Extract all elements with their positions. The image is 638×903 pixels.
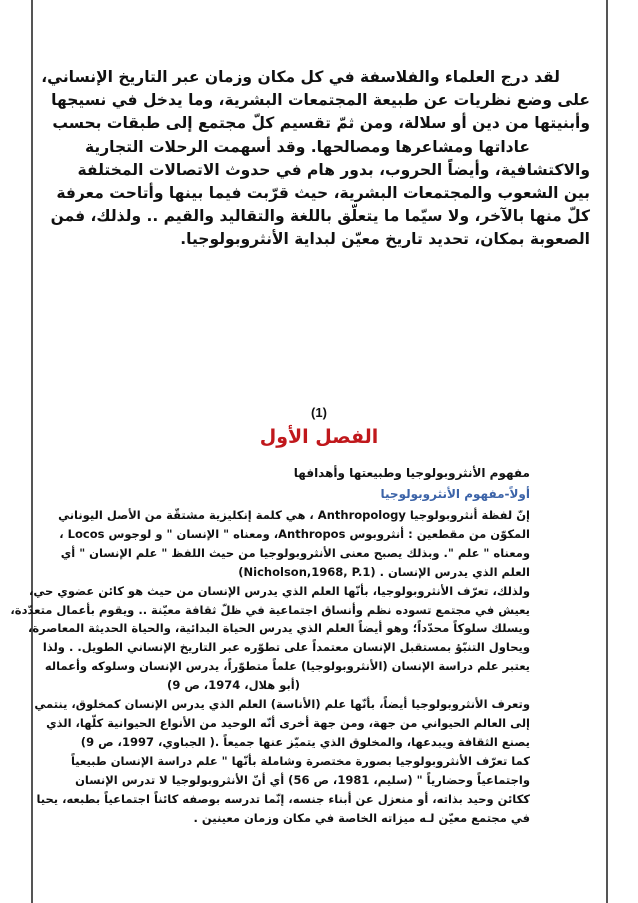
intro-line: كلّ منها بالآخر، ولا سيّما ما يتعلّق باللغة والتقاليد والقيم .. ولذلك، فمن (50, 207, 590, 226)
body-line: العلم الذي يدرس الإنسان . (Nicholson,1968, P.1) (238, 564, 530, 579)
body-line: (أبو هلال، 1974، ص 9) (167, 678, 300, 693)
body-line: في مجتمع معيّن لـه ميزاته الخاصة في مكان وزمان معينين . (193, 810, 530, 825)
intro-line: وأبنيتها من دين أو سلالة، ومن ثمّ تقسيم كلّ مجتمع إلى طبقات بحسب (52, 114, 590, 133)
intro-line: بين الشعوب والمجتمعات البشرية، حيث قرّبت فيما بينها وأتاحت معرفة (56, 184, 590, 203)
intro-line: والاكتشافية، وأيضاً الحروب، بدور هام في حدوث الاتصالات المختلفة (77, 160, 590, 179)
section-heading: مفهوم الأنثروبولوجيا وطبيعتها وأهدافها (293, 466, 530, 480)
body-line: ولذلك، تعرّف الأنثروبولوجيا، بأنّها العلم الذي يدرس الإنسان من حيث هو كائن عضوي حي، (28, 583, 530, 598)
body-line: ويحاول التنبّؤ بمستقبل الإنسان معتمداً على تطوّره عبر التاريخ الإنساني الطويل. . ولذا (42, 640, 530, 655)
body-line: يعيش في مجتمع تسوده نظم وأنساق اجتماعية في ظلّ ثقافة معيّنة .. ويقوم بأعمال متعدّدة، (10, 602, 530, 617)
body-line: ويسلك سلوكاً محدّداً؛ وهو أيضاً العلم الذي يدرس الحياة البدائية، والحياة الحديثة المعاصرة، (27, 621, 530, 636)
body-line: ومعناه " علم ". وبذلك يصبح معنى الأنثروبولوجيا من حيث اللفظ " علم الإنسان " أي (60, 545, 530, 560)
body-line: إلى العالم الحيواني من جهة، ومن جهة أخرى أنّه الوحيد من الأنواع الحيوانية كلّها، الذي (46, 715, 530, 730)
body-line: إنّ لفظة أنثروبولوجيا Anthropology ، هي كلمة إنكليزية مشتقّة من الأصل اليوناني (58, 508, 530, 522)
intro-line: لقد درج العلماء والفلاسفة في كل مكان وزمان عبر التاريخ الإنساني، (41, 68, 560, 86)
intro-line: على وضع نظريات عن طبيعة المجتمعات البشرية، وما يدخل في نسيجها (51, 91, 590, 110)
body-paragraph (10, 506, 530, 827)
body-line: المكوّن من مقطعين : أنثروبوس Anthropos، ومعناه " الإنسان " و لوجوس Locos ، (59, 526, 530, 541)
sub-heading: أولاً-مفهوم الأنثروبولوجيا (380, 487, 530, 501)
intro-line: الصعوبة بمكان، تحديد تاريخ معيّن لبداية الأنثروبولوجيا. (180, 230, 590, 249)
body-line: يعتبر علم دراسة الإنسان (الأنثروبولوجيا) علماً متطوّراً، يدرس الإنسان وسلوكه وأعماله (44, 659, 530, 674)
body-line: واجتماعياً وحضارياً " (سليم، 1981، ص 56) أي أنّ الأنثروبولوجيا لا تدرس الإنسان (75, 772, 530, 787)
page-number: (1) (311, 405, 327, 420)
intro-paragraph (41, 66, 590, 252)
chapter-title: الفصل الأول (259, 426, 379, 448)
intro-line: عاداتها ومشاعرها ومصالحها. وقد أسهمت الرحلات التجارية (84, 137, 530, 156)
body-line: ككائن وحيد بذاته، أو منعزل عن أبناء جنسه، إنّما تدرسه بوصفه كائناً اجتماعياً بطبعه، يحيا (36, 791, 530, 806)
body-line: وتعرف الأنثروبولوجيا أيضاً، بأنّها علم (الأناسة) العلم الذي يدرس الإنسان كمخلوق، ينتمي (34, 697, 530, 712)
body-line: يصنع الثقافة ويبدعها، والمخلوق الذي يتميّز عنها جميعاً .( الجباوي، 1997، ص 9) (80, 734, 530, 749)
body-line: كما تعرّف الأنثروبولوجيا بصورة مختصرة وشاملة بأنّها " علم دراسة الإنسان طبيعياً (70, 753, 530, 768)
